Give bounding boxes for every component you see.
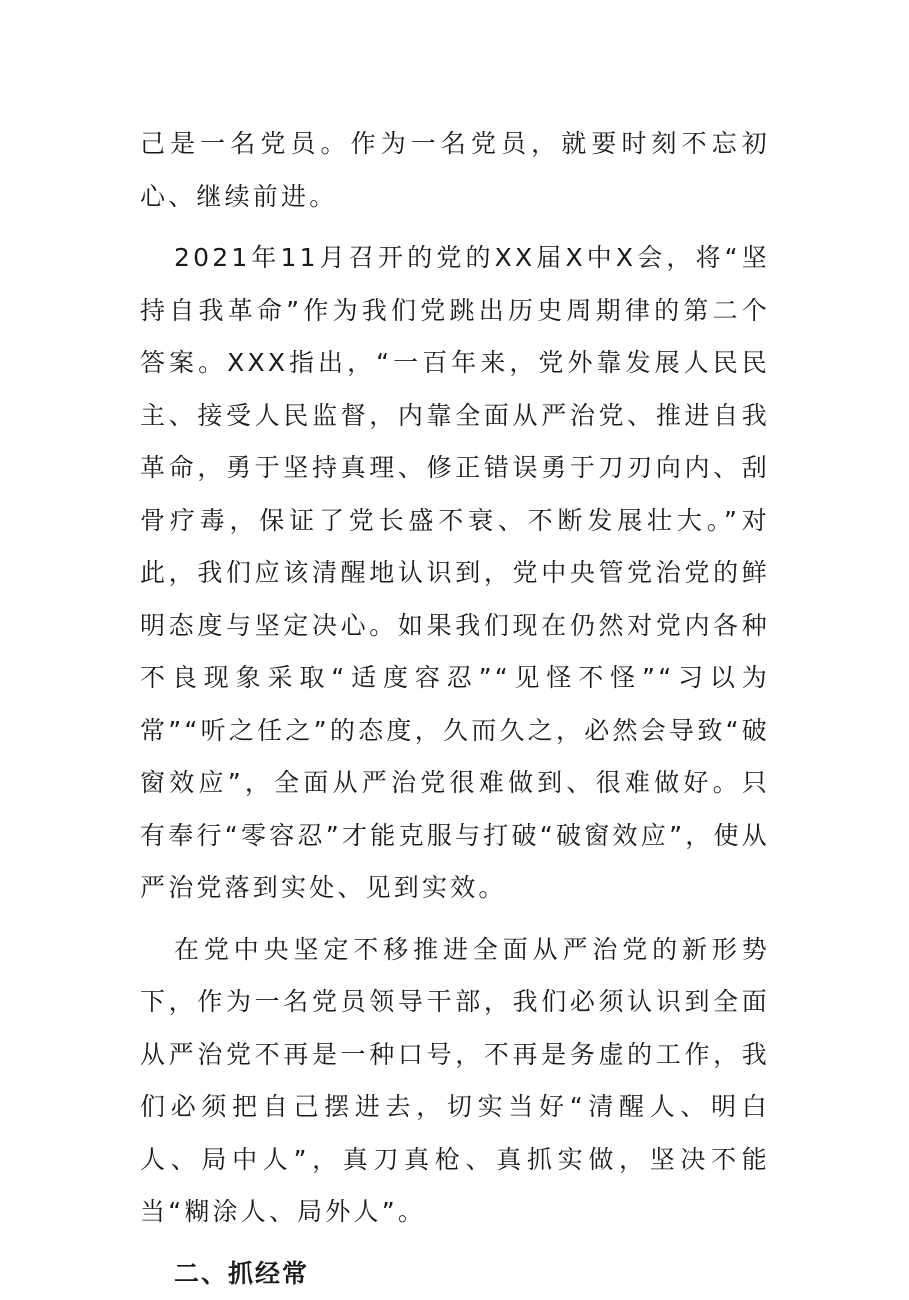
document-body — [140, 118, 770, 1300]
paragraph-self-revolution: 2021年11月召开的党的XX届X中X会，将“坚持自我革命”作为我们党跳出历史周期律的第二个答案。XXX指出，“一百年来，党外靠发展人民民主、接受人民监督，内靠全面从严治党、推进自我革命，勇于坚持真理、修正错误勇于刀刃向内、刮骨疗毒，保证了党长盛不衰、不断发展壮大。”对此，我们应该清醒地认识到，党中央管党治党的鲜明态度与坚定决心。如果我们现在仍然对党内各种不良现象采取“适度容忍”“见怪不怪”“习以为常”“听之任之”的态度，久而久之，必然会导致“破窗效应”，全面从严治党很难做到、很难做好。只有奉行“零容忍”才能克服与打破“破窗效应”，使从严治党落到实处、见到实效。 — [140, 232, 770, 915]
paragraph-continuation: 己是一名党员。作为一名党员，就要时刻不忘初心、继续前进。 — [140, 118, 770, 223]
section-heading: 二、抓经常 — [140, 1248, 770, 1300]
paragraph-party-discipline: 在党中央坚定不移推进全面从严治党的新形势下，作为一名党员领导干部，我们必须认识到全面从严治党不再是一种口号，不再是务虚的工作，我们必须把自己摆进去，切实当好“清醒人、明白人、局中人”，真刀真枪、真抓实做，坚决不能当“糊涂人、局外人”。 — [140, 924, 770, 1239]
